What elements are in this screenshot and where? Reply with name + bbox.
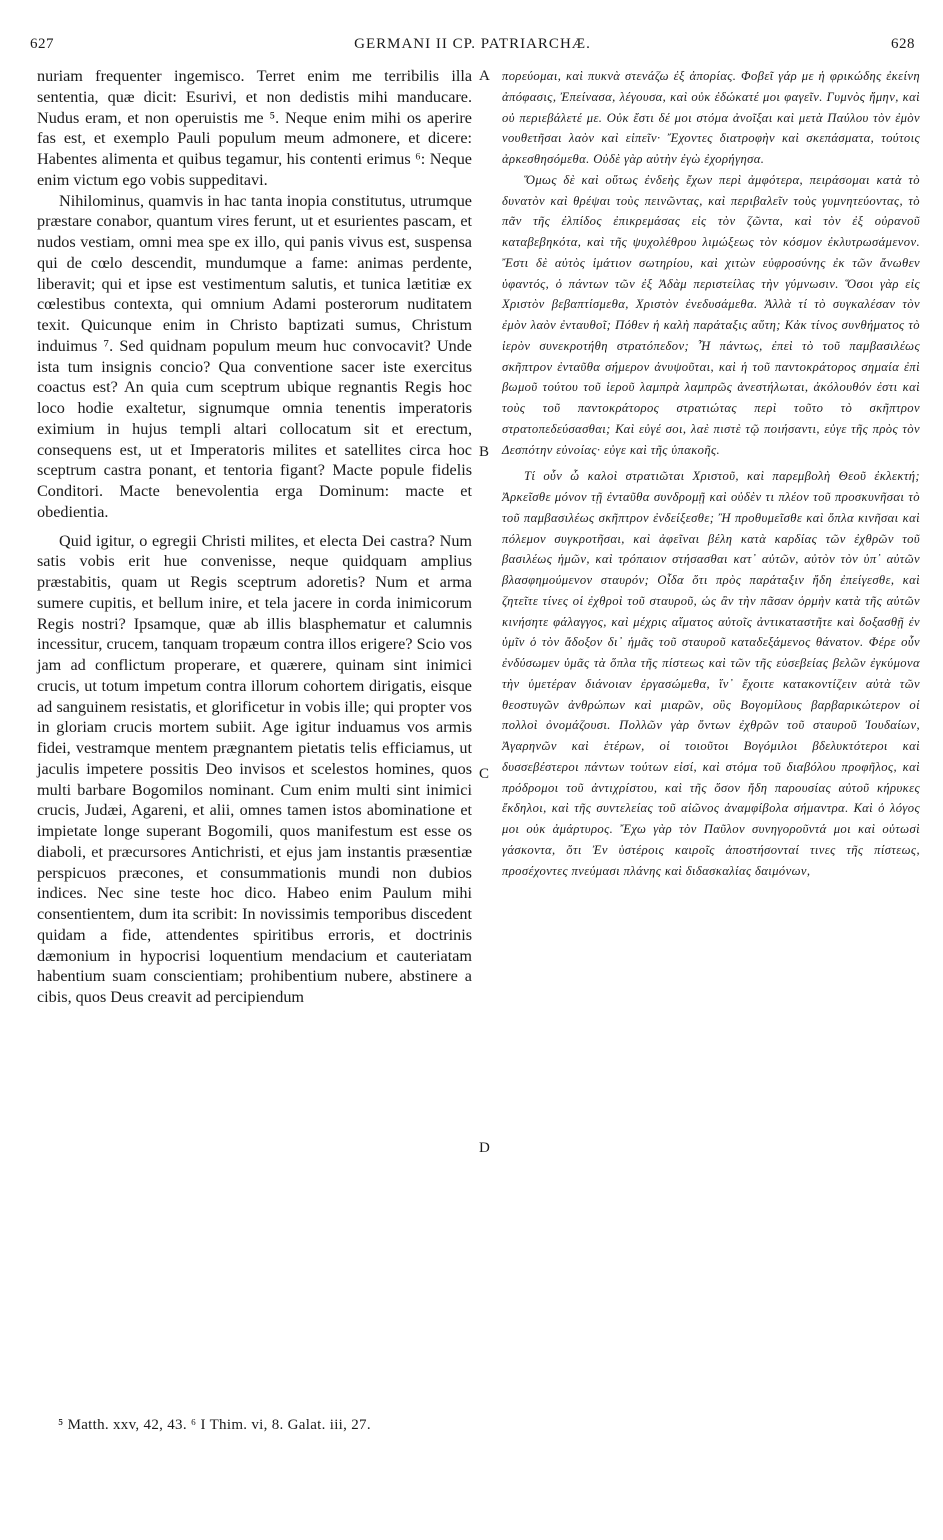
greek-column bbox=[502, 66, 920, 881]
footnotes: ⁵ Matth. xxv, 42, 43. ⁶ I Thim. vi, 8. Galat. iii, 27. bbox=[58, 1417, 371, 1433]
latin-paragraph-1: nuriam frequenter ingemisco. Terret enim me terribilis illa sententia, quæ dicit: Esurivi, et non dedistis mihi manducare. Nudus eram, et non operuistis me ⁵. Neque enim mihi os aperire fas est, et exemplo Pauli populum meum admonere, et dicere: Habentes alimenta et quibus tegamur, his contenti erimus ⁶: Neque enim victum ego vobis suppeditavi. bbox=[37, 67, 472, 189]
section-marker-b: B bbox=[479, 444, 490, 460]
page-header bbox=[30, 30, 915, 60]
section-marker-d: D bbox=[479, 1140, 490, 1156]
section-marker-a: A bbox=[479, 68, 490, 84]
latin-paragraph-2: Nihilominus, quamvis in hac tanta inopia constitutus, utrumque præstare conabor, quantum vires ferunt, ut et esurientes pascam, et nudos vestiam, omni mea spe ex illo, qui panis vivus est, suspensa qui de cœlo descendit, mundumque a fame: animas perdente, liberavit; qui et ipse est vestimentum salutis, et tunica lætitiæ ex cœlestibus contexta, qui omnium Adami posterorum nuditatem texit. Quicunque enim in Christo baptizati sumus, Christum induimus ⁷. Sed quidnam populum meum huc convocavit? Unde ista tum insignis concio? Qua conventione sacer iste exercitus coactus est? An quia cum sceptrum ubique regnantis Regis hoc loco hodie exaltetur, signumque omnia tenentis imperatoris eximium in hujus templi altari collocatum sit et erectum, consequens est, ut et Imperatoris milites et satellites circa hoc sceptrum castra ponant, et tentoria figant? Macte popule fidelis Conditori. Macte benevolentia erga Dominum: macte et obedientia. bbox=[37, 191, 472, 521]
greek-paragraph-3: Τί οὖν ὦ καλοὶ στρατιῶται Χριστοῦ, καὶ παρεμβολὴ Θεοῦ ἐκλεκτή; Ἀρκεῖσθε μόνον τῇ ἐνταῦθα συνδρομῇ καὶ οὐδὲν τι πλέον τοῦ προσκυνῆσαι τὸ τοῦ παμβασιλέως σκῆπτρον ἐνδείξεσθε; Ἢ προθυμεῖσθε καὶ ὅπλα κινῆσαι καὶ πόλεμον συγκροτῆσαι, καὶ ἀφεῖναι βέλη κατὰ καρδίας τῶν ἐχθρῶν τοῦ βασιλέως ἡμῶν, καὶ τρόπαιον στήσασθαι κατ᾽ αὐτῶν, αὐτὸν τὸν ὑπ᾽ αὐτῶν βλασφημούμενον σταυρόν; Οἶδα ὅτι πρὸς παράταξιν ἤδη ἐπείγεσθε, καὶ ζητεῖτε τίνες οἱ ἐχθροὶ τοῦ σταυροῦ, ὡς ἂν τὴν πᾶσαν ὁρμὴν κατὰ τῆς αὐτῶν κινήσητε φάλαγγος, καὶ μέχρις αἵματος αὐτοῖς ἀντικαταστῆτε καὶ δοξασθῇ ἐν ὑμῖν ὁ τὸν ἄδοξον δι᾽ ἡμᾶς τοῦ σταυροῦ καταδεξάμενος θάνατον. Φέρε οὖν ἐνδύσωμεν ὑμᾶς τὰ ὅπλα τῆς πίστεως καὶ τῶν τῆς εὐσεβείας βελῶν ἐγκύμονα τὴν ὑμετέραν διάνοιαν ἐργασώμεθα, ἵν᾽ ἔχοιτε κατακοντίζειν αὐτὰ τῶν θεοστυγῶν ἀνθρώπων καὶ μιαρῶν, οὓς Βογομίλους βαρβαρικώτερον οἱ πολλοὶ ὀνομάζουσι. Πολλῶν γὰρ ὄντων ἐχθρῶν τοῦ σταυροῦ Ἰουδαίων, Ἀγαρηνῶν καὶ ἑτέρων, οἱ τοιοῦτοι Βογόμιλοι βδελυκτότεροι καὶ δυσσεβέστεροι πάντων τούτων εἰσί, καὶ στόμα τοῦ διαβόλου προφῆλος, καὶ πρόδρομοι τοῦ ἀντιχρίστου, καὶ τῆς ὅσον ἤδη παρουσίας αὐτοῦ κήρυκες ἔκδηλοι, καὶ τῆς συντελείας τοῦ αἰῶνος ἀναμφίβολα σήμαντρα. Καὶ ὁ λόγος μοι οὐκ ἀμάρτυρος. Ἔχω γὰρ τὸν Παῦλον συνηγοροῦντά μοι καὶ οὑτωσὶ γάσκοντα, ὅτι Ἐν ὑστέροις καιροῖς ἀποστήσονταί τινες τῆς πίστεως, προσέχοντες πνεύμασι πλάνης καὶ διδασκαλίας δαιμόνων, bbox=[502, 469, 920, 878]
latin-paragraph-3: Quid igitur, o egregii Christi milites, et electa Dei castra? Num satis vobis erit hue convenisse, neque quidquam amplius præstabitis, quam ut Regis sceptrum adoretis? Num et arma sumere cupitis, et bellum inire, et tela jacere in corda inimicorum Regis nostri? Ipsamque, quæ ab illis blasphematur et calumnis incessitur, crucem, tanquam tropæum contra illos erigere? Scio vos jam ad conflictum properare, et quærere, quinam sint inimici crucis, ut totum impetum contra illorum cohortem dirigatis, eisque ad sanguinem resistatis, et glorificetur in vobis ille; qui propter vos in gloriam crucis mortem subiit. Age igitur induamus vos armis fidei, vestramque mentem prægnantem pietatis telis efficiamus, ut jaculis impetere possitis Deo invisos et scelestos homines, quos multi barbare Bogomilos nominant. Cum enim multi sint inimici crucis, Judæi, Agareni, et alii, omnes tamen istos abominatione et impietate longe superant Bogomili, quos manifestum est esse os diaboli, et præcursores Antichristi, et ejus jam instantis præsentiæ perspicuos præcones, et consummationis mundi non dubios indices. Nec sine teste hoc dico. Habeo enim Paulum mihi consentientem, dum ita scribit: In novissimis temporibus discedent quidam a fide, attendentes spiritibus erroris, et doctrinis dæmonium in hypocrisi loquentium mendacium et cauteriatam habentium suam conscientiam; prohibentium nubere, abstinere a cibis, quos Deus creavit ad percipiendum bbox=[37, 531, 472, 1006]
page-number-left: 627 bbox=[30, 36, 54, 52]
latin-column bbox=[37, 66, 472, 1008]
page-number-right: 628 bbox=[891, 36, 915, 52]
greek-paragraph-1: πορεύομαι, καὶ πυκνὰ στενάζω ἐξ ἀπορίας. Φοβεῖ γάρ με ἡ φρικώδης ἐκείνη ἀπόφασις, Ἐπείνασα, λέγουσα, καὶ οὐκ ἐδώκατέ μοι φαγεῖν. Γυμνὸς ἤμην, καὶ οὐ περιεβάλετέ με. Οὐκ ἔστι δέ μοι στόμα ἀνοῖξαι καὶ μετὰ Παύλου τὸν ἐμὸν νουθετῆσαι λαὸν καὶ εἰπεῖν· Ἔχοντες διατροφὴν καὶ σκεπάσματα, τούτοις ἀρκεσθησόμεθα. Οὐδὲ γὰρ αὐτὴν ἐγὼ ἐχορήγησα. bbox=[502, 69, 920, 166]
running-title: GERMANI II CP. PATRIARCHÆ. bbox=[354, 36, 591, 52]
greek-paragraph-2: Ὅμως δὲ καὶ οὕτως ἐνδεὴς ἔχων περὶ ἀμφότερα, πειράσομαι κατὰ τὸ δυνατὸν καὶ θρέψαι τοὺς πεινῶντας, καὶ περιβαλεῖν τοὺς γυμνητεύοντας, τὸ πᾶν τῆς ἐλπίδος ἐπικρεμάσας εἰς τὸν ζῶντα, καὶ τὸν ἐξ οὐρανοῦ καταβεβηκότα, καὶ τῆς ψυχολέθρου λιμώξεως τὸν κόσμον ἐκλυτρωσάμενον. Ἔστι δὲ αὐτὸς ἱμάτιον σωτηρίου, καὶ χιτὼν εὐφροσύνης ἐκ τῶν ἄνωθεν ὑφαντός, ὁ πάντων τῶν ἐξ Ἀδὰμ περιστείλας τὴν γύμνωσιν. Ὅσοι γὰρ εἰς Χριστὸν βεβαπτίσμεθα, Χριστὸν ἐνεδυσάμεθα. Ἀλλὰ τί τὸ συγκαλέσαν τὸν ἐμὸν λαὸν ἐνταυθοῖ; Πόθεν ἡ καλὴ παράταξις αὕτη; Κἀκ τίνος συνθήματος τὸ ἱερὸν συνεκροτήθη στρατόπεδον; Ἦ πάντως, ἐπεὶ τὸ τοῦ παμβασιλέως σκῆπτρον ἐνταῦθα σήμερον ἀνυψοῦται, καὶ ἡ τοῦ παντοκράτορος σημαία ἐπὶ βωμοῦ τούτου τοῦ ἱεροῦ λαμπρὰ λαμπρῶς ἀνεστήλωται, ἀκόλουθόν ἐστι καὶ τοὺς τοῦ παντοκράτορος στρατιώτας περὶ τοῦτο τὸ σκῆπτρον στρατοπεδεύσασθαι; Καὶ εὐγέ σοι, λαὲ πιστὲ τῷ ποιήσαντι, εὐγε τῆς πρὸς τὸν Δεσπότην εὐνοίας· εὐγε καὶ τῆς ὑπακοῆς. bbox=[502, 172, 920, 457]
section-marker-c: C bbox=[479, 766, 490, 782]
